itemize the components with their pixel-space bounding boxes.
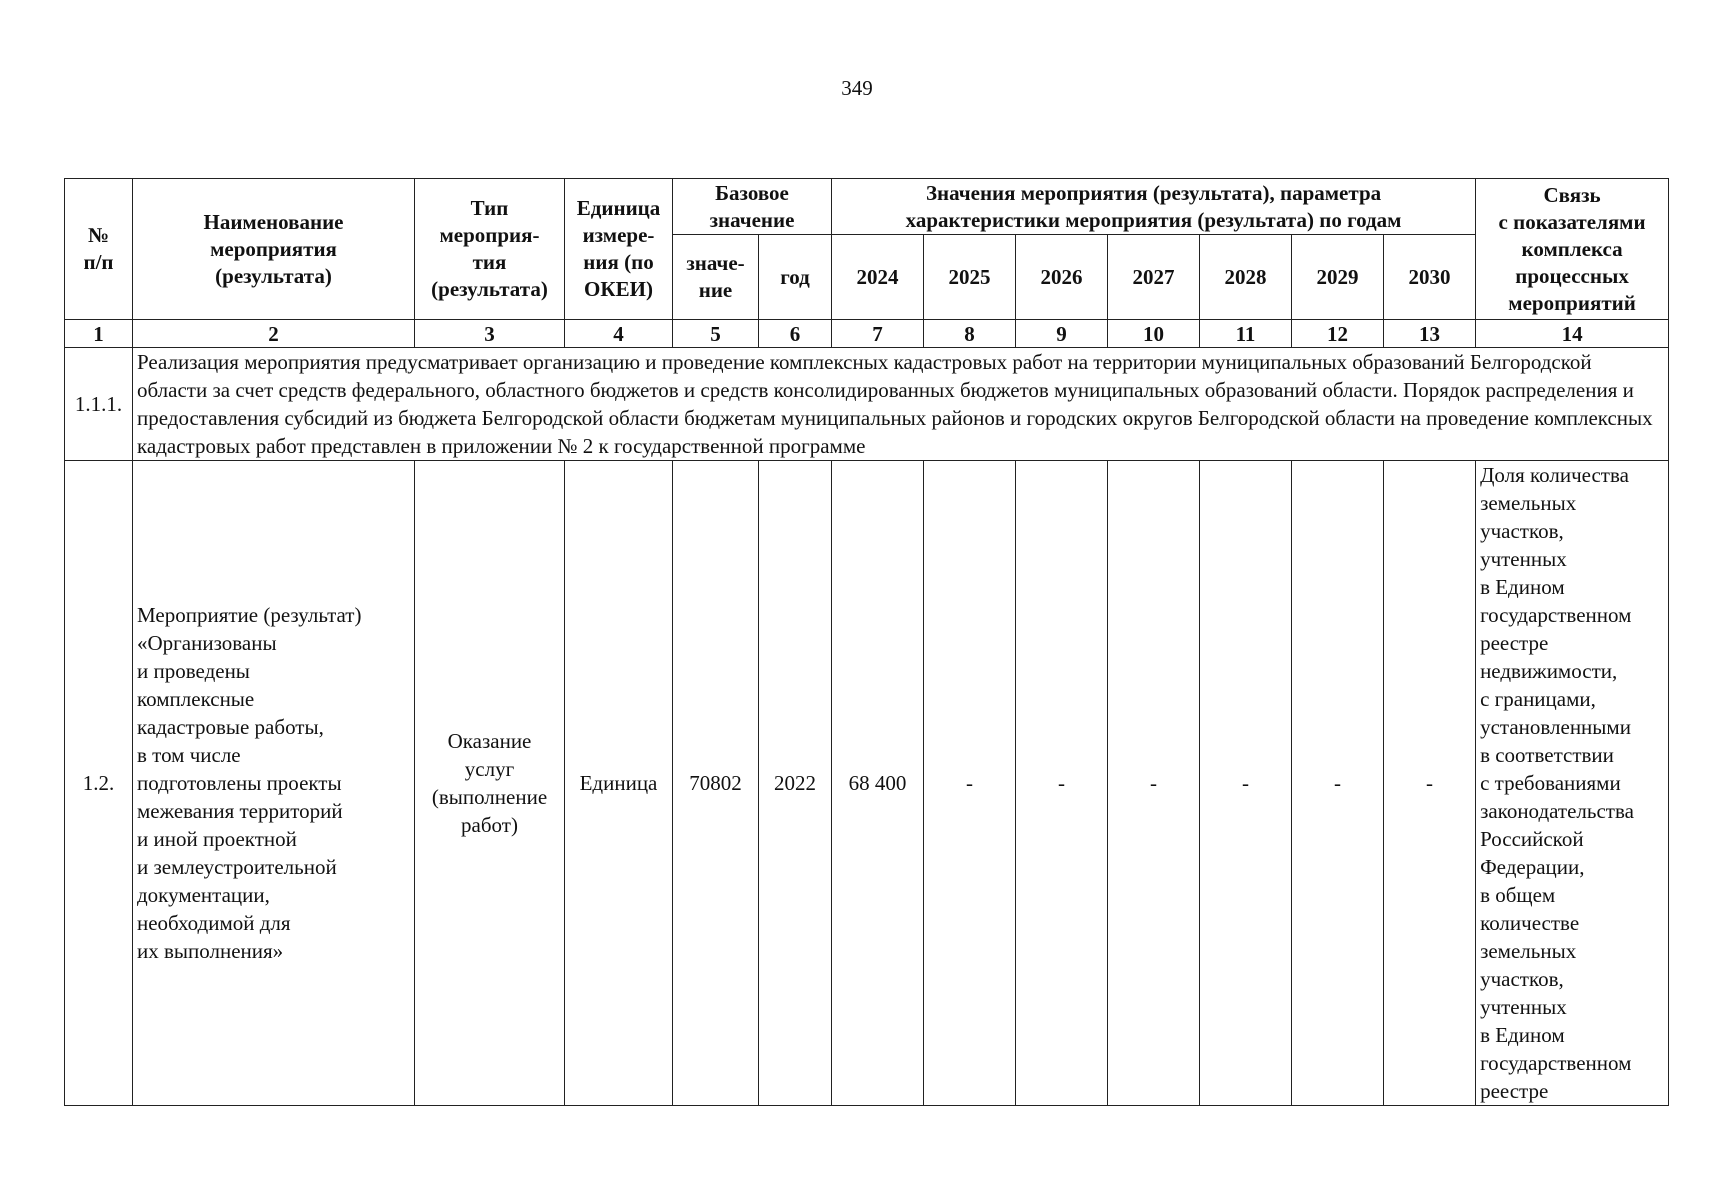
- column-number: 10: [1108, 320, 1200, 348]
- header-year-2028: 2028: [1200, 235, 1292, 320]
- section-num: 1.1.1.: [65, 348, 133, 461]
- header-base-value: значе- ние: [673, 235, 759, 320]
- row-num: 1.2.: [65, 461, 133, 1106]
- column-number: 3: [415, 320, 565, 348]
- column-number: 6: [759, 320, 832, 348]
- row-value-2027: -: [1108, 461, 1200, 1106]
- row-value-2029: -: [1292, 461, 1384, 1106]
- column-number: 5: [673, 320, 759, 348]
- column-number: 13: [1384, 320, 1476, 348]
- column-number: 2: [133, 320, 415, 348]
- header-base-year: год: [759, 235, 832, 320]
- header-year-2029: 2029: [1292, 235, 1384, 320]
- header-type: Тип мероприя- тия (результата): [415, 179, 565, 320]
- column-number: 11: [1200, 320, 1292, 348]
- section-row-1-1-1: [65, 348, 1669, 461]
- row-value-2026: -: [1016, 461, 1108, 1106]
- row-name: Мероприятие (результат) «Организованы и проведены комплексные кадастровые работы, в том числе подготовлены проекты межевания территорий и иной проектной и землеустроительной документации, необходимой для их выполнения»: [133, 461, 415, 1106]
- row-base-value: 70802: [673, 461, 759, 1106]
- column-number: 14: [1476, 320, 1669, 348]
- header-year-2024: 2024: [832, 235, 924, 320]
- row-value-2030: -: [1384, 461, 1476, 1106]
- header-year-2026: 2026: [1016, 235, 1108, 320]
- header-num: № п/п: [65, 179, 133, 320]
- column-number: 7: [832, 320, 924, 348]
- header-values-group: Значения мероприятия (результата), параметра характеристики мероприятия (результата) по годам: [832, 179, 1476, 235]
- measures-table: [64, 178, 1669, 1106]
- row-type: Оказание услуг (выполнение работ): [415, 461, 565, 1106]
- column-number: 8: [924, 320, 1016, 348]
- column-number: 1: [65, 320, 133, 348]
- header-name: Наименование мероприятия (результата): [133, 179, 415, 320]
- row-unit: Единица: [565, 461, 673, 1106]
- row-link: Доля количества земельных участков, учтенных в Едином государственном реестре недвижимости, с границами, установленными в соответствии с требованиями законодательства Российской Федерации, в общем количестве земельных участков, учтенных в Едином государственном реестре: [1476, 461, 1669, 1106]
- row-value-2024: 68 400: [832, 461, 924, 1106]
- header-year-2027: 2027: [1108, 235, 1200, 320]
- column-number: 4: [565, 320, 673, 348]
- column-number: 9: [1016, 320, 1108, 348]
- header-year-2030: 2030: [1384, 235, 1476, 320]
- row-value-2025: -: [924, 461, 1016, 1106]
- header-unit: Единица измере- ния (по ОКЕИ): [565, 179, 673, 320]
- data-row-1-2: [65, 461, 1669, 1106]
- header-link: Связь с показателями комплекса процессных мероприятий: [1476, 179, 1669, 320]
- page-number: 349: [841, 76, 873, 100]
- row-base-year: 2022: [759, 461, 832, 1106]
- column-number-row: [65, 320, 1669, 348]
- header-row-1: [65, 179, 1669, 235]
- column-number: 12: [1292, 320, 1384, 348]
- row-value-2028: -: [1200, 461, 1292, 1106]
- header-year-2025: 2025: [924, 235, 1016, 320]
- section-text: Реализация мероприятия предусматривает организацию и проведение комплексных кадастровых работ на территории муниципальных образований Белгородской области за счет средств федерального, областного бюджетов и средств консолидированных бюджетов муниципальных образований области. Порядок распределения и предоставления субсидий из бюджета Белгородской области бюджетам муниципальных районов и городских округов Белгородской области на проведение комплексных кадастровых работ представлен в приложении № 2 к государственной программе: [133, 348, 1669, 461]
- header-base: Базовое значение: [673, 179, 832, 235]
